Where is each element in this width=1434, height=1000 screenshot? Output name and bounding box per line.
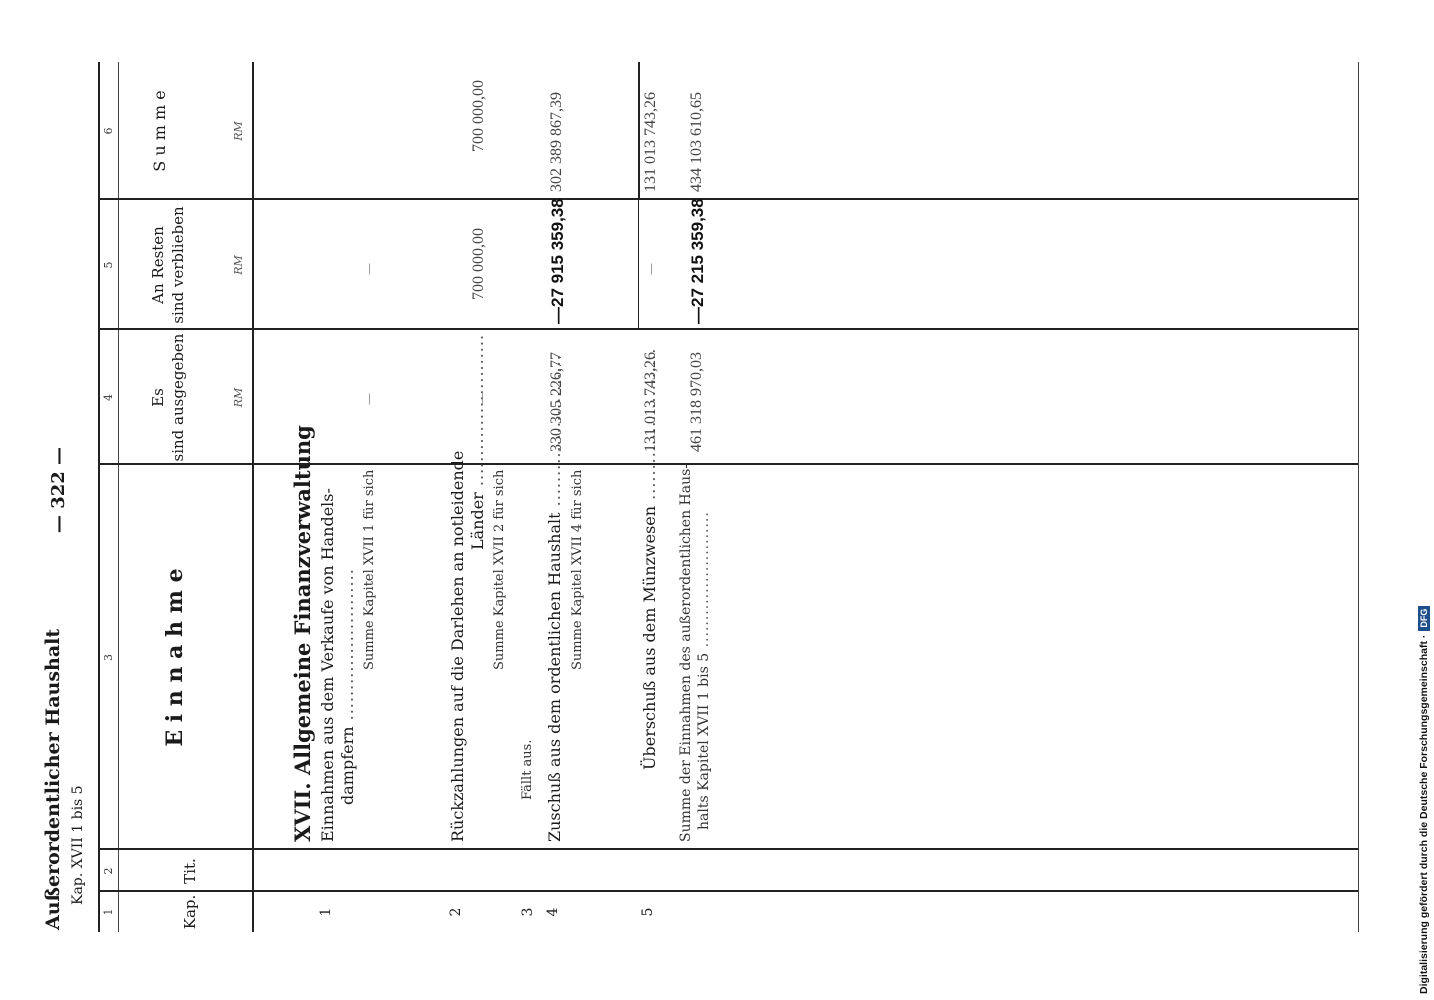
row2-kap: 2 — [448, 907, 464, 917]
header-summe: S u m m e — [150, 90, 169, 172]
col-sep-5 — [98, 198, 1358, 200]
header-ausgegeben — [148, 330, 188, 465]
row4-text: Zuschuß aus dem ordentlichen Haushalt ..... — [545, 354, 564, 842]
document-subtitle: Kap. XVII 1 bis 5 — [70, 785, 86, 905]
row2-ausgegeben-blank: — — [475, 393, 489, 405]
row3-text: Fällt aus. — [520, 739, 535, 800]
header-einnahme: E i n n a h m e — [162, 568, 188, 747]
col-sep-1 — [98, 890, 1358, 892]
row2-resten: 700 000,00 — [470, 228, 487, 300]
header-row-border — [252, 62, 254, 932]
row5-resten-blank: — — [644, 263, 658, 275]
row4-summe: 302 389 867,39 — [548, 92, 565, 192]
table-bottom-border — [1358, 62, 1359, 932]
unit-ausgegeben: RM — [232, 387, 245, 408]
row4-sum-label: Summe Kapitel XVII 4 für sich — [570, 469, 585, 670]
dfg-credit-text: Digitalisierung gefördert durch die Deutsche Forschungsgemeinschaft · — [1418, 634, 1430, 994]
row4-kap: 4 — [545, 907, 561, 917]
colnum-2: 2 — [102, 867, 115, 875]
row5-text: Überschuß aus dem Münzwesen ..... — [640, 348, 659, 770]
colnum-1: 1 — [102, 908, 115, 916]
row1-text-line2: dampfern ..... — [338, 568, 357, 805]
header-resten-line1: An Resten — [149, 226, 167, 304]
row1-ausgegeben-blank: — — [362, 393, 376, 405]
row2-summe: 700 000,00 — [470, 80, 487, 152]
colnum-5: 5 — [102, 261, 115, 269]
total-text-line2: halts Kapitel XVII 1 bis 5 ..... — [696, 511, 712, 830]
row4-resten: —27 915 359,38 — [548, 198, 567, 324]
unit-resten: RM — [232, 255, 245, 275]
header-resten — [148, 200, 188, 330]
col-sep-2 — [98, 848, 1358, 850]
row5-summe: 131 013 743,26 — [642, 92, 659, 192]
col-sep-4 — [98, 328, 1358, 330]
colnum-4: 4 — [102, 394, 115, 401]
header-ausgegeben-line1: Es — [149, 388, 167, 407]
col-sep-3 — [98, 463, 1358, 465]
header-kap: Kap. — [181, 894, 199, 930]
column-number-row-border — [118, 62, 119, 932]
dfg-credit — [1412, 4, 1434, 994]
row5-resten-rule — [638, 200, 639, 330]
colnum-3: 3 — [102, 654, 115, 661]
header-tit: Tit. — [181, 858, 199, 884]
row3-kap: 3 — [520, 907, 536, 917]
row5-summe-rule — [638, 62, 640, 200]
row1-text-line1: Einnahmen aus dem Verkaufe von Handels- — [318, 488, 337, 842]
total-ausgegeben: 461 318 970,03 — [688, 352, 705, 452]
header-resten-line2: sind verblieben — [169, 206, 187, 324]
header-ausgegeben-line2: sind ausgegeben — [169, 333, 187, 462]
row2-sum-label: Summe Kapitel XVII 2 für sich — [492, 469, 507, 670]
row5-kap: 5 — [640, 907, 656, 917]
dfg-logo: DFG — [1418, 606, 1430, 631]
section-title: XVII. Allgemeine Finanzverwaltung — [290, 425, 315, 842]
row1-resten-blank: — — [362, 263, 376, 275]
unit-summe: RM — [232, 121, 245, 141]
row1-kap: 1 — [318, 907, 334, 917]
total-text-line1: Summe der Einnahmen des außerordentlichen Haus- — [678, 463, 694, 842]
colnum-6: 6 — [102, 127, 115, 135]
table-top-border — [98, 62, 100, 932]
page-number: — 322 — — [48, 446, 69, 534]
document-title: Außerordentlicher Haushalt — [42, 628, 64, 930]
total-summe: 434 103 610,65 — [688, 92, 705, 192]
row4-ausgegeben: 330 305 226,77 — [548, 352, 565, 452]
row2-text-line1: Rückzahlungen auf die Darlehen an notleidende — [448, 450, 467, 842]
row2-text-line2: Länder ..... — [468, 334, 487, 550]
row1-sum-label: Summe Kapitel XVII 1 für sich — [362, 469, 377, 670]
row5-ausgegeben: 131 013 743,26 — [642, 352, 659, 452]
total-resten: —27 215 359,38 — [688, 198, 707, 324]
